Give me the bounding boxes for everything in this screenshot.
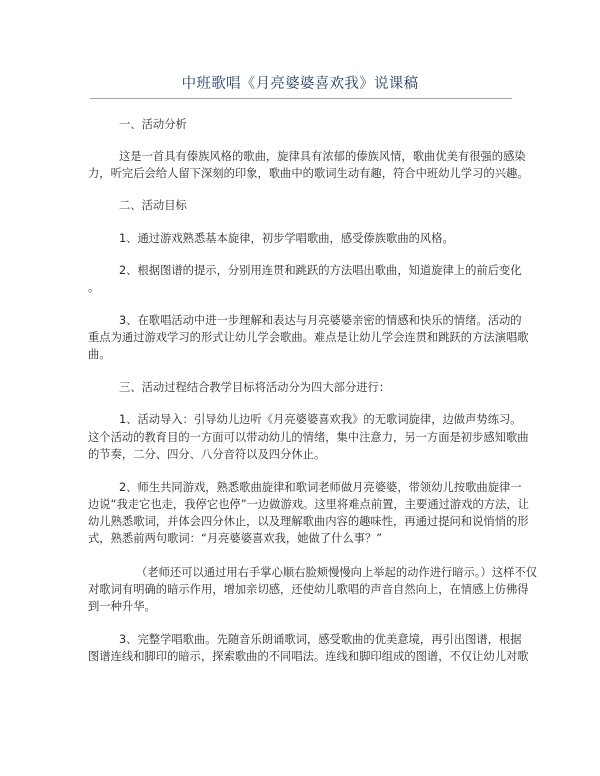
section-heading-analysis: 一、活动分析 [119,118,187,131]
goal-item-2-line: 。 [88,281,100,294]
process-step-2-line: 2、师生共同游戏，熟悉歌曲旋律和歌词老师做月亮婆婆，带领幼儿按歌曲旋律一 [119,481,522,494]
document-title: 中班歌唱《月亮婆婆喜欢我》说课稿 [181,76,419,92]
process-step-1-line: 这个活动的教育目的一方面可以带动幼儿的情绪，集中注意力，另一方面是初步感知歌曲 [88,431,529,444]
process-step-3-line: 3、完整学唱歌曲。先随音乐朗诵歌词，感受歌曲的优美意境，再引出图谱，根据 [119,633,522,646]
process-step-2-line: 边说“我走它也走，我停它也停”一边做游戏。这里将难点前置，主要通过游戏的方法，让 [88,498,529,511]
goal-item-3-line: 曲。 [88,348,111,361]
process-step-3-line: 图谱连线和脚印的暗示，探索歌曲的不同唱法。连线和脚印组成的图谱，不仅让幼儿对歌 [88,650,529,663]
title-underline [90,98,512,99]
section-heading-goals: 二、活动目标 [119,199,187,212]
section-heading-process: 三、活动过程结合教学目标将活动分为四大部分进行： [119,381,391,394]
analysis-paragraph-line: 这是一首具有傣族风格的歌曲，旋律具有浓郁的傣族风情，歌曲优美有很强的感染 [119,150,526,163]
process-note-line: （老师还可以通过用右手掌心顺右脸颊慢慢向上举起的动作进行暗示。）这样不仅 [136,566,538,579]
analysis-paragraph-line: 力，听完后会给人留下深刻的印象，歌曲中的歌词生动有趣，符合中班幼儿学习的兴趣。 [88,167,529,180]
goal-item-3-line: 重点为通过游戏学习的形式让幼儿学会歌曲。难点是让幼儿学会连贯和跳跃的方法演唱歌 [88,331,529,344]
goal-item-3-line: 3、在歌唱活动中进一步理解和表达与月亮婆婆亲密的情感和快乐的情绪。活动的 [119,314,522,327]
process-step-1-line: 1、活动导入：引导幼儿边听《月亮婆婆喜欢我》的无歌词旋律，边做声势练习。 [119,413,522,426]
goal-item-1: 1、通过游戏熟悉基本旋律，初步学唱歌曲，感受傣族歌曲的风格。 [119,232,454,245]
process-note-line: 对歌词有明确的暗示作用，增加亲切感，还使幼儿歌唱的声音自然向上，在情感上仿佛得 [88,583,529,596]
process-step-1-line: 的节奏，二分、四分、八分音符以及四分休止。 [88,448,326,461]
process-step-2-line: 幼儿熟悉歌词，并体会四分休止，以及理解歌曲内容的趣味性，再通过提问和说悄悄的形 [88,515,529,528]
goal-item-2-line: 2、根据图谱的提示，分别用连贯和跳跃的方法唱出歌曲，知道旋律上的前后变化 [119,264,522,277]
process-step-2-line: 式，熟悉前两句歌词：“月亮婆婆喜欢我，她做了什么事？” [88,532,383,545]
process-note-line: 到一种升华。 [88,600,156,613]
